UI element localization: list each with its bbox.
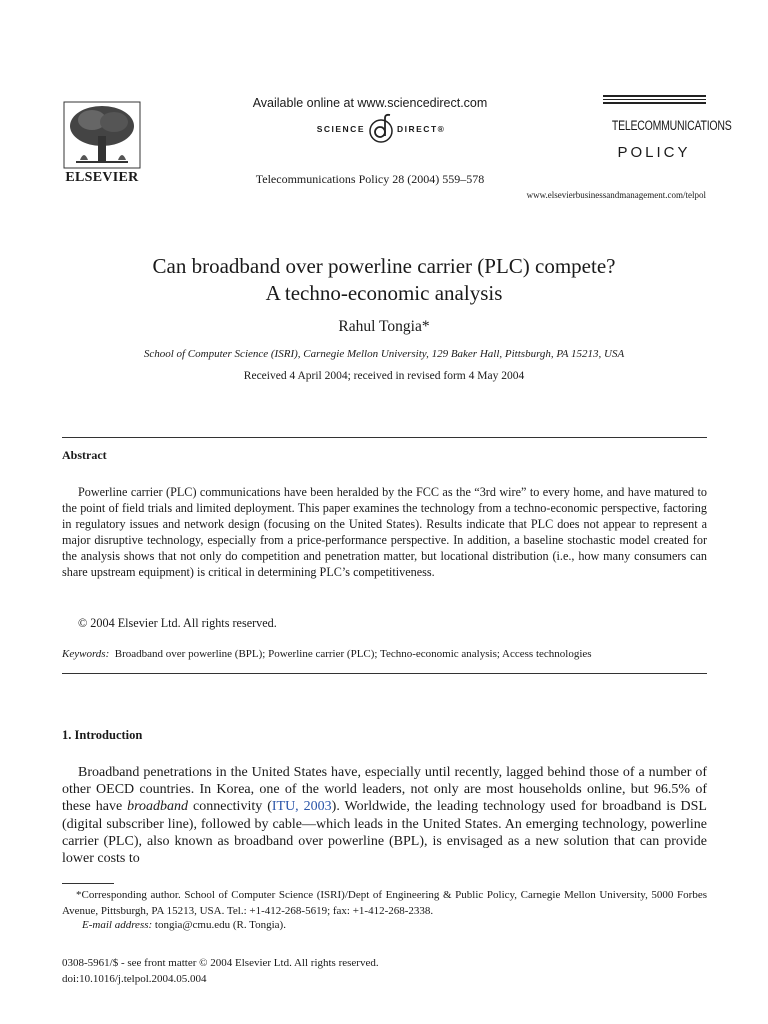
sciencedirect-logo xyxy=(285,112,465,146)
corresponding-author-footnote: *Corresponding author. School of Computer Science (ISRI)/Dept of Engineering & Public Policy, Carnegie Mellon University, 5000 Forbes Avenue, Pittsburgh, PA 15213, USA. Tel.: +1-412-268-5619; fax: +1-412-268-2338. xyxy=(62,889,707,917)
abstract-body: Powerline carrier (PLC) communications have been heralded by the FCC as the “3rd wire” to every home, and have matured to the point of field trials and limited deployment. This paper examines the technology from a techno-economic perspective, factoring in regulatory issues and network design (focusing on the United States). Results indicate that PLC does not appear to represent a major disruptive technology, especially from a price-performance perspective. In addition, a baseline stochastic model created for the analysis shows that not only do competition and penetration matter, but locational distribution (i.e., how many consumers can share upstream equipment) is critical in determining PLC’s competitiveness. xyxy=(62,485,707,580)
keywords-list: Broadband over powerline (BPL); Powerline carrier (PLC); Techno-economic analysis; Access technologies xyxy=(114,648,592,660)
intro-text-part2: connectivity ( xyxy=(188,799,272,815)
citation-link-itu-2003[interactable]: ITU, 2003 xyxy=(271,799,332,815)
journal-logo-line1: TELECOMMUNICATIONS xyxy=(611,118,732,133)
abstract-top-divider xyxy=(62,437,707,438)
elsevier-wordmark: ELSEVIER xyxy=(65,170,139,185)
sciencedirect-right-word: DIRECT® xyxy=(397,124,446,134)
author-affiliation: School of Computer Science (ISRI), Carnegie Mellon University, 129 Baker Hall, Pittsburgh, PA 15213, USA xyxy=(143,348,625,360)
issn-front-matter: 0308-5961/$ - see front matter © 2004 Elsevier Ltd. All rights reserved. xyxy=(62,957,379,969)
article-title-line2: A techno-economic analysis xyxy=(265,281,503,305)
author-name: Rahul Tongia* xyxy=(338,318,430,335)
journal-logo-line2: POLICY xyxy=(617,144,691,161)
introduction-paragraph xyxy=(62,764,707,867)
available-online-text: Available online at www.sciencedirect.com xyxy=(252,96,488,110)
journal-logo-rules xyxy=(603,95,706,107)
intro-emphasis: broadband xyxy=(127,799,189,815)
intro-text-part1: Broadband penetrations in the United States have, especially until recently, lagged behind those of a number of other OECD countries. In Korea, one of the world leaders, not only are most households online, but 96.5% of these have xyxy=(62,765,707,815)
email-line xyxy=(82,919,286,931)
abstract-bottom-divider xyxy=(62,673,707,674)
journal-url: www.elsevierbusinessandmanagement.com/telpol xyxy=(526,190,706,200)
intro-text-part3: ). Worldwide, the leading technology used for broadband is DSL (digital subscriber line), followed by cable—which leads in the United States. An emerging technology, powerline carrier (PLC), also known as broadband over powerline (BPL), is envisaged as a new solution that can provide lower costs to xyxy=(62,799,707,867)
keywords-label: Keywords: xyxy=(62,648,110,660)
doi-line: doi:10.1016/j.telpol.2004.05.004 xyxy=(62,973,207,985)
email-label: E-mail address: xyxy=(82,919,153,931)
footnote-divider xyxy=(62,883,114,884)
abstract-copyright: © 2004 Elsevier Ltd. All rights reserved. xyxy=(78,616,277,630)
section-heading-introduction: 1. Introduction xyxy=(62,728,143,742)
sciencedirect-left-word: SCIENCE xyxy=(316,124,365,134)
abstract-heading: Abstract xyxy=(62,448,107,462)
email-value: tongia@cmu.edu (R. Tongia). xyxy=(152,919,286,931)
received-dates: Received 4 April 2004; received in revised form 4 May 2004 xyxy=(243,370,525,382)
sciencedirect-d-icon xyxy=(366,112,396,146)
article-title-line1: Can broadband over powerline carrier (PLC) compete? xyxy=(152,254,616,278)
journal-citation: Telecommunications Policy 28 (2004) 559–578 xyxy=(255,172,485,186)
keywords-line xyxy=(62,648,712,660)
